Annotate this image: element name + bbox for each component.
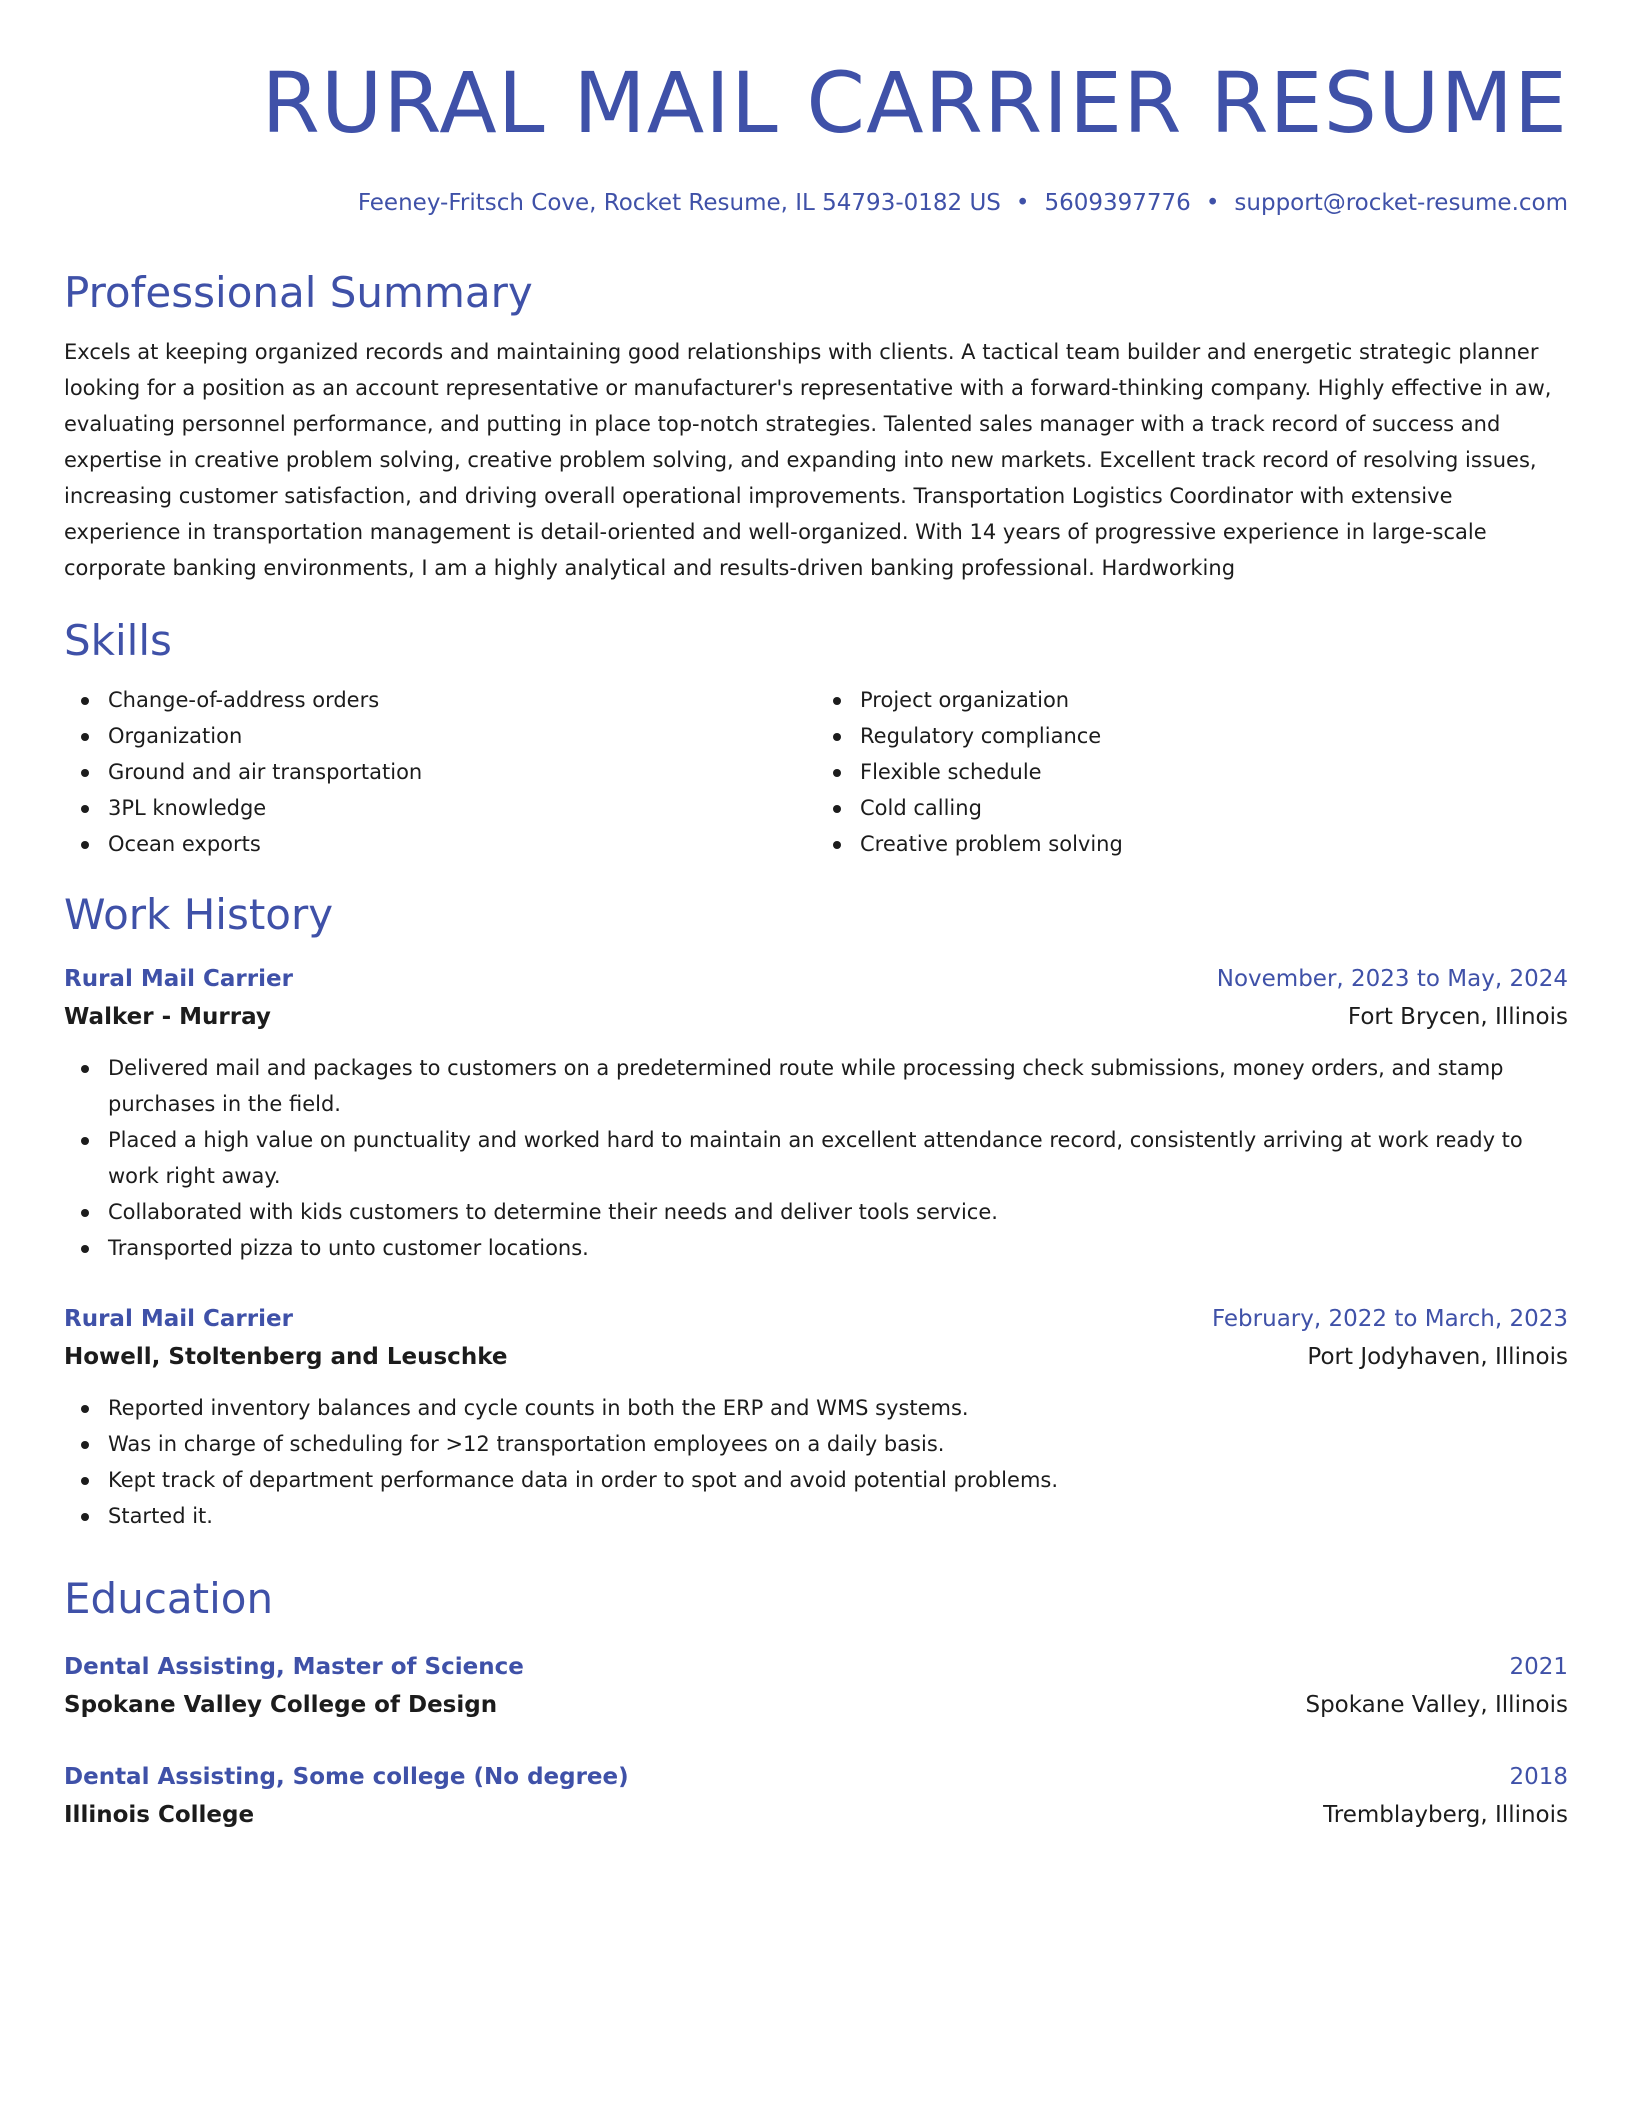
job-company: Howell, Stoltenberg and Leuschke: [64, 1344, 508, 1370]
contact-separator: •: [1205, 190, 1220, 216]
contact-email: support@rocket-resume.com: [1234, 190, 1568, 216]
job-dates: February, 2022 to March, 2023: [1211, 1306, 1568, 1332]
education-header: [64, 1762, 1568, 1792]
job-bullet: Placed a high value on punctuality and worked hard to maintain an excellent attendance record, consistently arriving at work ready to work right away.: [64, 1122, 1568, 1194]
job-subheader: [64, 1342, 1568, 1372]
skills-column-right: [816, 682, 1568, 862]
contact-line: [64, 188, 1568, 218]
job-header: [64, 1304, 1568, 1334]
job-bullets: [64, 1390, 1568, 1534]
education-entry: [64, 1762, 1568, 1830]
summary-heading: Professional Summary: [64, 268, 533, 317]
education-subheader: [64, 1690, 1568, 1720]
job-bullet: Delivered mail and packages to customers on a predetermined route while processing check submissions, money orders, and stamp purchases in the field.: [64, 1050, 1568, 1122]
job-bullet: Kept track of department performance data in order to spot and avoid potential problems.: [64, 1462, 1568, 1498]
work-history-heading: Work History: [64, 890, 334, 939]
skill-item: Project organization: [816, 682, 1568, 718]
contact-address: Feeney-Fritsch Cove, Rocket Resume, IL 54793-0182 US: [357, 190, 1001, 216]
skill-item: Flexible schedule: [816, 754, 1568, 790]
job-entry: [64, 964, 1568, 1266]
job-subheader: [64, 1002, 1568, 1032]
job-bullet: Started it.: [64, 1498, 1568, 1534]
contact-phone: 5609397776: [1044, 190, 1191, 216]
education-year: 2018: [1509, 1764, 1568, 1790]
skill-item: Creative problem solving: [816, 826, 1568, 862]
education-location: Tremblayberg, Illinois: [1323, 1802, 1568, 1828]
contact-separator: •: [1015, 190, 1030, 216]
job-bullet: Was in charge of scheduling for >12 transportation employees on a daily basis.: [64, 1426, 1568, 1462]
education-degree: Dental Assisting, Master of Science: [64, 1654, 524, 1680]
education-heading: Education: [64, 1574, 274, 1623]
skill-item: Cold calling: [816, 790, 1568, 826]
job-header: [64, 964, 1568, 994]
job-bullet: Transported pizza to unto customer locations.: [64, 1230, 1568, 1266]
education-entry: [64, 1652, 1568, 1720]
education-degree: Dental Assisting, Some college (No degree): [64, 1764, 629, 1790]
job-entry: [64, 1304, 1568, 1534]
education-subheader: [64, 1800, 1568, 1830]
skill-item: Organization: [64, 718, 816, 754]
education-school: Spokane Valley College of Design: [64, 1692, 498, 1718]
job-location: Port Jodyhaven, Illinois: [1307, 1344, 1568, 1370]
resume-title: RURAL MAIL CARRIER RESUME: [261, 54, 1568, 152]
job-dates: November, 2023 to May, 2024: [1216, 966, 1568, 992]
education-year: 2021: [1509, 1654, 1568, 1680]
skills-heading: Skills: [64, 616, 172, 665]
skill-item: Ocean exports: [64, 826, 816, 862]
skills-list: [64, 682, 1568, 862]
summary-text: Excels at keeping organized records and maintaining good relationships with clients. A tactical team builder and energetic strategic planner looking for a position as an account representative or manufacturer's representative with a forward-thinking company. Highly effective in aw, evaluating personnel performance, and putting in place top-notch strategies. Talented sales manager with a track record of success and expertise in creative problem solving, creative problem solving, and expanding into new markets. Excellent track record of resolving issues, increasing customer satisfaction, and driving overall operational improvements. Transportation Logistics Coordinator with extensive experience in transportation management is detail-oriented and well-organized. With 14 years of progressive experience in large-scale corporate banking environments, I am a highly analytical and results-driven banking professional. Hardworking: [64, 340, 1552, 580]
job-role: Rural Mail Carrier: [64, 1306, 293, 1332]
education-header: [64, 1652, 1568, 1682]
job-company: Walker - Murray: [64, 1004, 271, 1030]
skill-item: 3PL knowledge: [64, 790, 816, 826]
job-bullets: [64, 1050, 1568, 1266]
education-school: Illinois College: [64, 1802, 255, 1828]
job-role: Rural Mail Carrier: [64, 966, 293, 992]
skill-item: Ground and air transportation: [64, 754, 816, 790]
skill-item: Regulatory compliance: [816, 718, 1568, 754]
skills-column-left: [64, 682, 816, 862]
education-location: Spokane Valley, Illinois: [1305, 1692, 1568, 1718]
skill-item: Change-of-address orders: [64, 682, 816, 718]
job-location: Fort Brycen, Illinois: [1347, 1004, 1568, 1030]
job-bullet: Reported inventory balances and cycle counts in both the ERP and WMS systems.: [64, 1390, 1568, 1426]
job-bullet: Collaborated with kids customers to determine their needs and deliver tools service.: [64, 1194, 1568, 1230]
